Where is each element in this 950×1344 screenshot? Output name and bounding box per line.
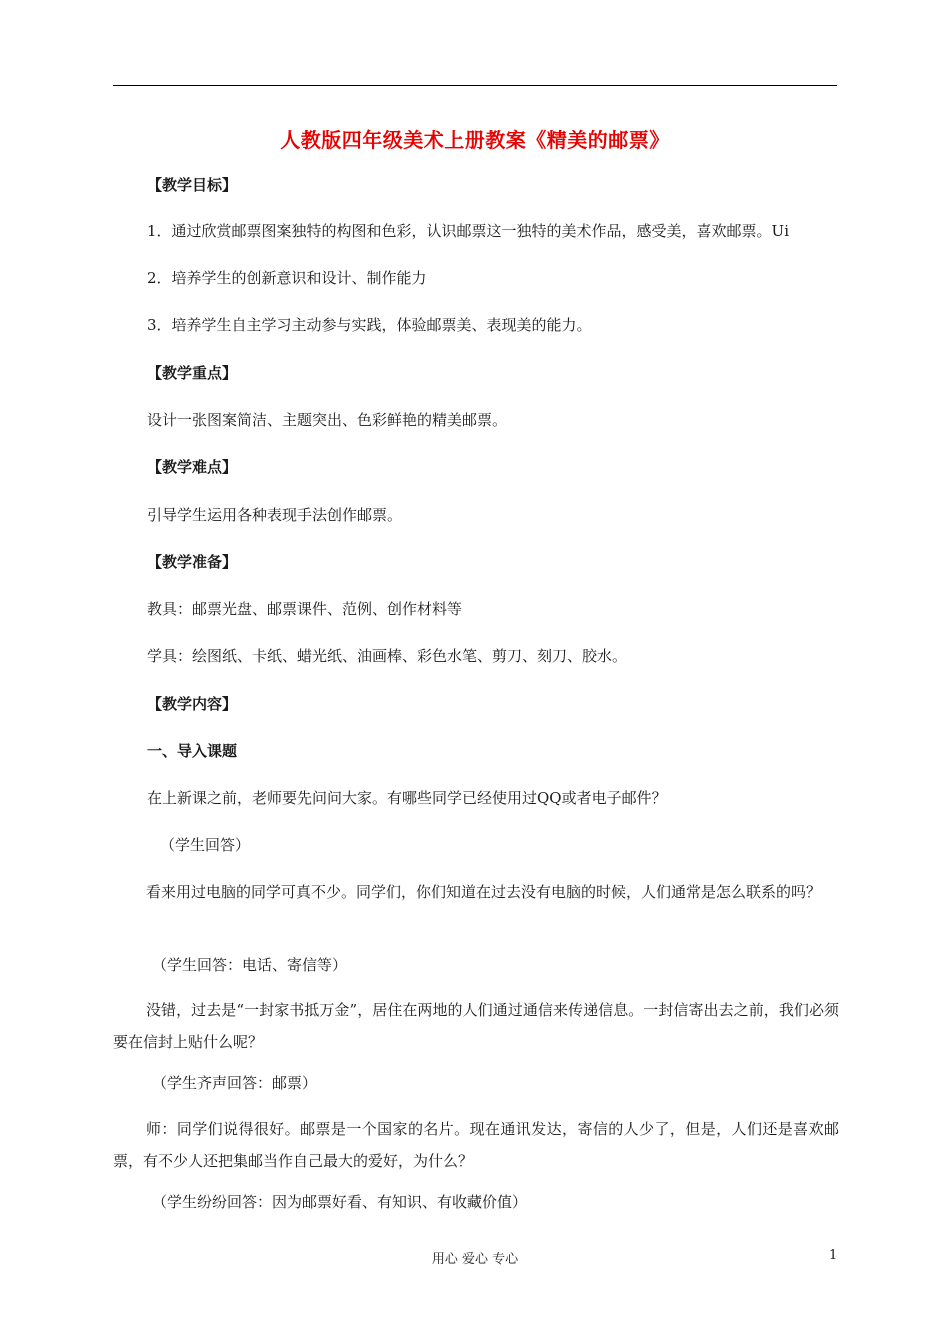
paragraph-1: 在上新课之前，老师要先问问大家。有哪些同学已经使用过QQ或者电子邮件？	[147, 789, 667, 807]
paragraph-4: （学生回答：电话、寄信等）	[152, 956, 348, 974]
key-heading: 【教学重点】	[147, 364, 238, 382]
page-number: 1	[829, 1248, 838, 1263]
footer-slogan: 用心 爱心 专心	[431, 1252, 519, 1267]
paragraph-3: 看来用过电脑的同学可真不少。同学们，你们知道在过去没有电脑的时候，人们通常是怎么联系的吗？	[146, 883, 822, 901]
goal-item-3: 3．培养学生自主学习主动参与实践，体验邮票美、表现美的能力。	[147, 316, 592, 334]
paragraph-5: 没错，过去是“一封家书抵万金”，居住在两地的人们通过通信来传递信息。一封信寄出去之前，我们必须要在信封上贴什么呢？	[113, 1001, 839, 1051]
goal-item-1: 1．通过欣赏邮票图案独特的构图和色彩，认识邮票这一独特的美术作品，感受美，喜欢邮票。Ui	[147, 222, 789, 240]
document-title: 人教版四年级美术上册教案《精美的邮票》	[280, 128, 670, 152]
prep-heading: 【教学准备】	[147, 553, 238, 571]
paragraph-8: （学生纷纷回答：因为邮票好看、有知识、有收藏价值）	[152, 1193, 528, 1211]
paragraph-6: （学生齐声回答：邮票）	[152, 1074, 318, 1092]
difficulty-text: 引导学生运用各种表现手法创作邮票。	[147, 506, 403, 524]
goals-heading: 【教学目标】	[147, 176, 238, 194]
content-heading: 【教学内容】	[147, 695, 238, 713]
part-1-heading: 一、导入课题	[147, 742, 238, 760]
paragraph-2: （学生回答）	[160, 836, 251, 854]
prep-teacher: 教具：邮票光盘、邮票课件、范例、创作材料等	[147, 600, 463, 618]
prep-student: 学具：绘图纸、卡纸、蜡光纸、油画棒、彩色水笔、剪刀、刻刀、胶水。	[147, 647, 628, 665]
header-rule	[113, 85, 837, 86]
key-text: 设计一张图案简洁、主题突出、色彩鲜艳的精美邮票。	[147, 411, 508, 429]
goal-item-2: 2．培养学生的创新意识和设计、制作能力	[147, 269, 427, 287]
paragraph-7: 师：同学们说得很好。邮票是一个国家的名片。现在通讯发达，寄信的人少了，但是，人们还是喜欢邮票，有不少人还把集邮当作自己最大的爱好，为什么？	[113, 1120, 839, 1170]
difficulty-heading: 【教学难点】	[147, 458, 238, 476]
